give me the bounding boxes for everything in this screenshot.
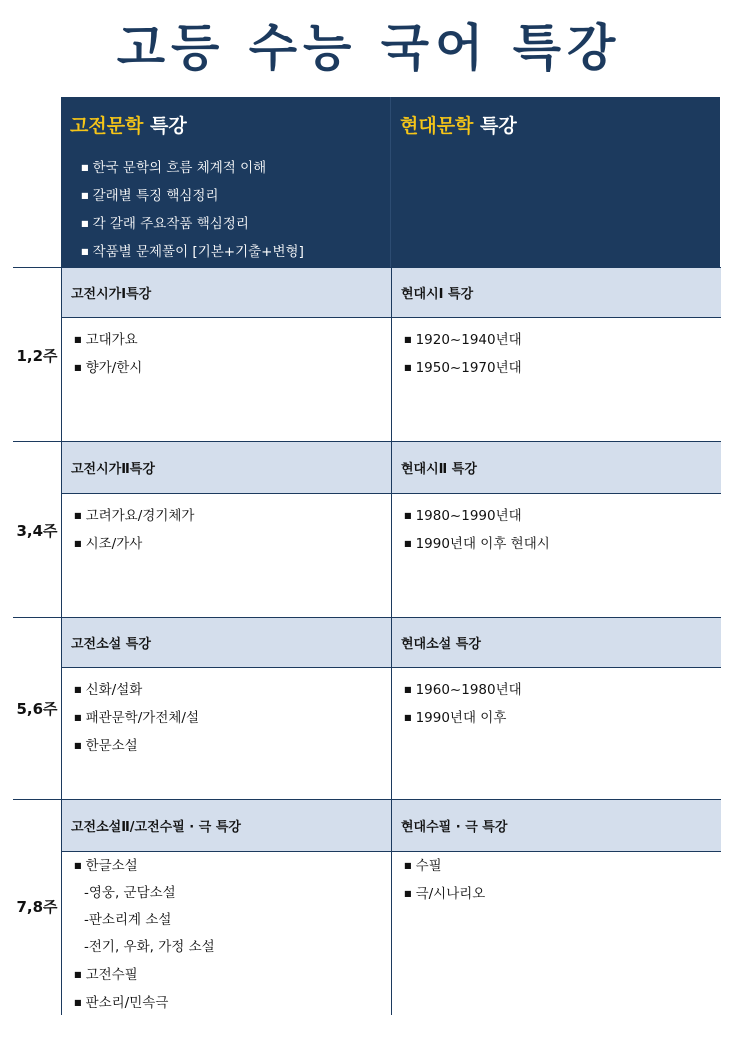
- week-columns: [61, 617, 721, 799]
- topic-item: ■ 한문소설: [74, 732, 391, 760]
- week-subheader: [62, 617, 721, 668]
- topic-item: ■ 1950~1970년대: [404, 354, 721, 382]
- modern-subheader: 현대수필 · 극 특강: [401, 820, 508, 835]
- overview-item: ■ 갈래별 특징 핵심정리: [81, 182, 304, 210]
- week-label: 3,4주: [16, 522, 58, 540]
- topic-item: ■ 판소리/민속극: [74, 989, 391, 1017]
- course-overview-list: [81, 154, 304, 266]
- week-divider: [13, 617, 61, 618]
- topic-subitem: -판소리계 소설: [84, 912, 172, 928]
- classical-topics: [62, 852, 392, 1015]
- week-divider: [13, 267, 61, 268]
- week-label: 5,6주: [16, 700, 58, 718]
- classical-subheader: 고전소설 특강: [62, 618, 392, 667]
- week-subheader: [62, 799, 721, 852]
- classical-literature-title: [70, 111, 187, 138]
- modern-literature-header: [391, 97, 720, 267]
- topic-item: ■ 고전수필: [74, 961, 391, 989]
- topic-item: ■ 고대가요: [74, 326, 391, 354]
- week-divider: [13, 441, 61, 442]
- topic-item: ■ 1960~1980년대: [404, 676, 721, 704]
- week-label: 7,8주: [16, 898, 58, 916]
- topic-item: ■ 고려가요/경기체가: [74, 502, 391, 530]
- topic-item: ■ 1990년대 이후: [404, 704, 721, 732]
- week-divider: [13, 799, 61, 800]
- week-subheader: [62, 267, 721, 318]
- classical-topics: [62, 668, 392, 799]
- overview-item: ■ 각 갈래 주요작품 핵심정리: [81, 210, 304, 238]
- topic-item: ■ 1980~1990년대: [404, 502, 721, 530]
- classical-topics: [62, 318, 392, 442]
- topic-item: ■ 1920~1940년대: [404, 326, 721, 354]
- classical-topics: [62, 494, 392, 617]
- topic-item: ■ 한글소설: [74, 852, 391, 880]
- week-columns: [61, 441, 721, 617]
- overview-item: ■ 한국 문학의 흐름 체계적 이해: [81, 154, 304, 182]
- week-body: [62, 318, 721, 442]
- topic-subitem: -영웅, 군담소설: [84, 885, 176, 901]
- topic-item: ■ 시조/가사: [74, 530, 391, 558]
- modern-topics: [392, 668, 721, 799]
- topic-item: ■ 패관문학/가전체/설: [74, 704, 391, 732]
- week-body: [62, 668, 721, 799]
- page-title: 고등 수능 국어 특강: [116, 19, 622, 77]
- topic-item: ■ 1990년대 이후 현대시: [404, 530, 721, 558]
- modern-topics: [392, 318, 721, 442]
- classical-subheader: 고전소설Ⅱ/고전수필 · 극 특강: [62, 800, 392, 851]
- classical-literature-header: [61, 97, 391, 267]
- modern-literature-title: [400, 111, 517, 138]
- week-body: [62, 494, 721, 617]
- modern-literature-title-highlight: 현대문학: [400, 115, 474, 137]
- modern-topics: [392, 494, 721, 617]
- modern-subheader: 현대시Ⅱ 특강: [401, 462, 477, 477]
- week-label: 1,2주: [16, 347, 58, 365]
- classical-subheader: 고전시가Ⅰ특강: [62, 268, 392, 317]
- modern-subheader: 현대시Ⅰ 특강: [401, 287, 474, 302]
- topic-item: ■ 신화/설화: [74, 676, 391, 704]
- classical-literature-title-rest: 특강: [143, 115, 187, 137]
- topic-item: ■ 향가/한시: [74, 354, 391, 382]
- classical-literature-title-highlight: 고전문학: [70, 115, 144, 137]
- week-subheader: [62, 441, 721, 494]
- classical-subheader: 고전시가Ⅱ특강: [62, 442, 392, 493]
- modern-topics: [392, 852, 721, 1015]
- week-body: [62, 852, 721, 1015]
- week-columns: [61, 799, 721, 1015]
- topic-subitem: -전기, 우화, 가정 소설: [84, 939, 215, 955]
- modern-literature-title-rest: 특강: [473, 115, 517, 137]
- course-header: [61, 97, 720, 267]
- overview-item: ■ 작품별 문제풀이 [기본+기출+변형]: [81, 238, 304, 266]
- topic-item: ■ 수필: [404, 852, 721, 880]
- week-columns: [61, 267, 721, 442]
- modern-subheader: 현대소설 특강: [401, 637, 481, 652]
- topic-item: ■ 극/시나리오: [404, 880, 721, 908]
